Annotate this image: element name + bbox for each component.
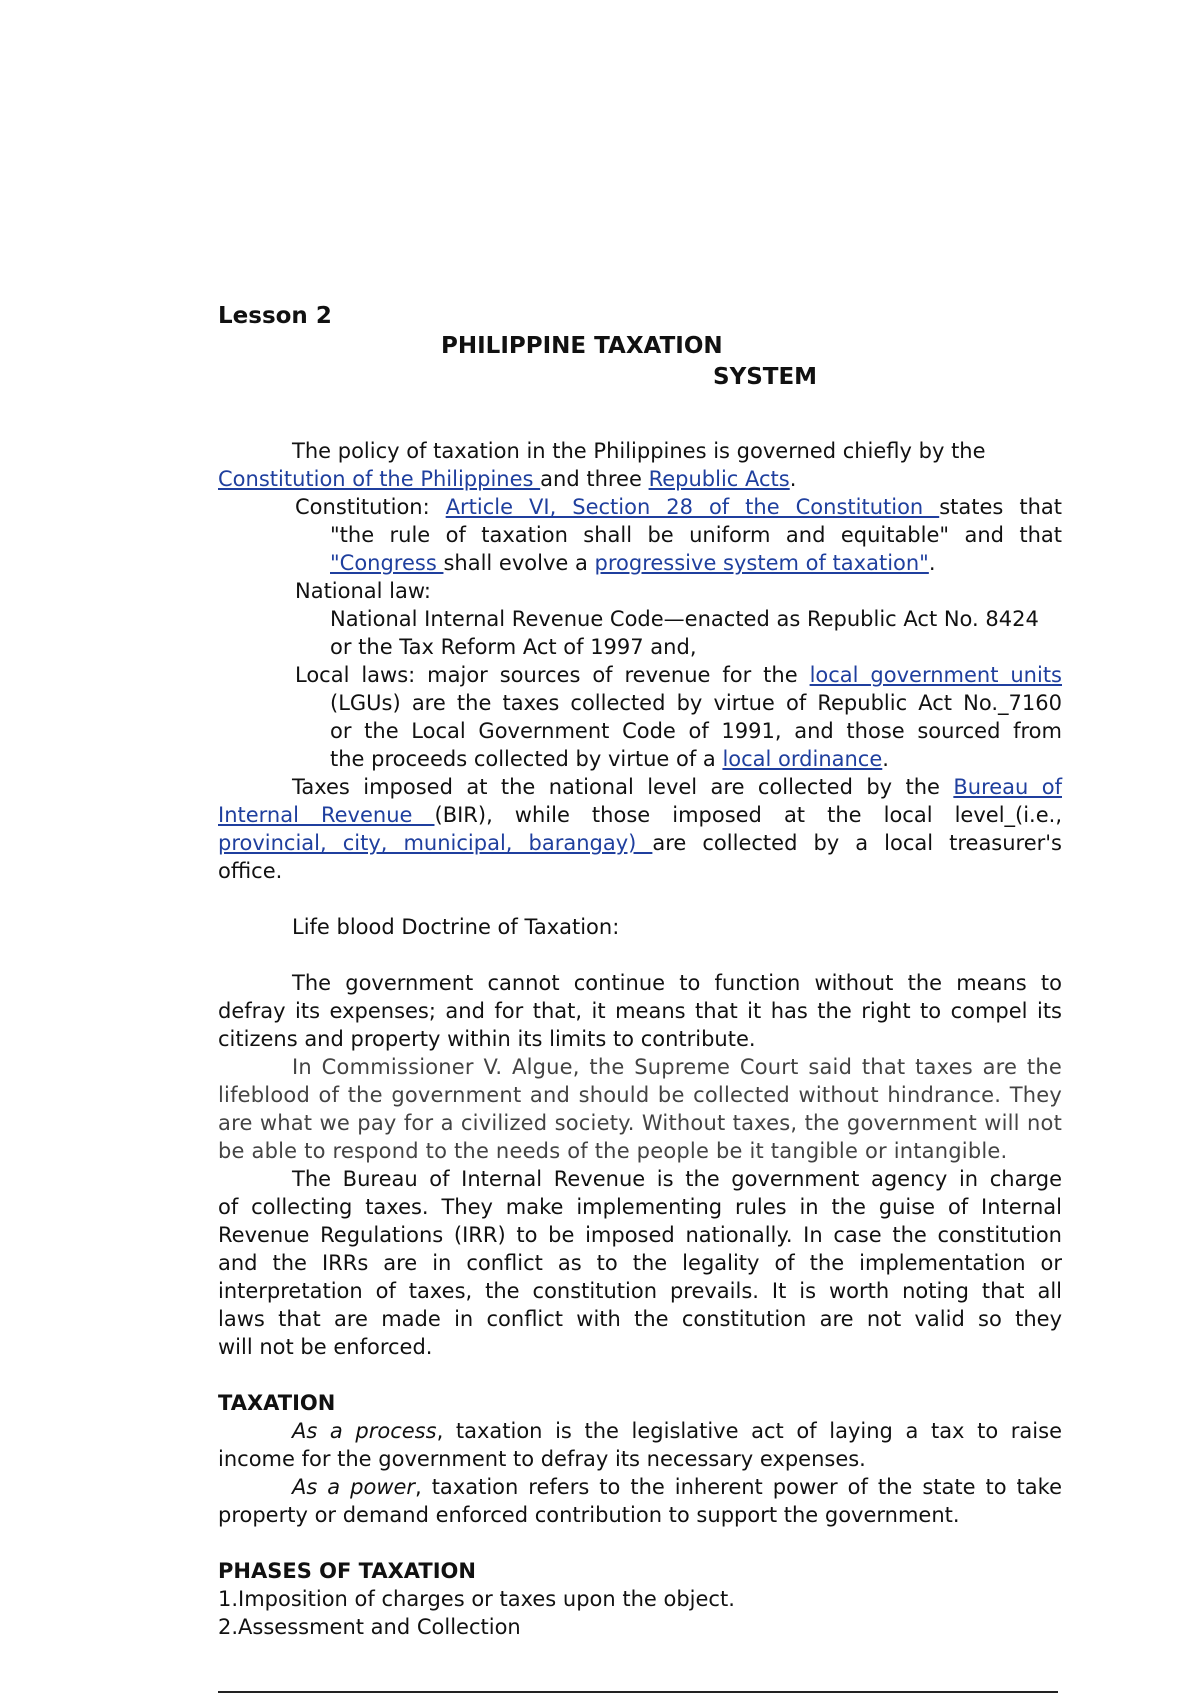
lifeblood-p2-line-3: are what we pay for a civilized society. Without taxes, the government will not [218,1111,1062,1135]
taxation-process-line-1: As a process, taxation is the legislative act of laying a tax to raise [292,1419,1062,1443]
title-line-2: SYSTEM [713,364,818,390]
lesson-label: Lesson 2 [218,303,332,329]
local-line-2: (LGUs) are the taxes collected by virtue of Republic Act No._7160 [330,691,1062,715]
lifeblood-p2-line-2: lifeblood of the government and should be collected without hindrance. They [218,1083,1062,1107]
lifeblood-p3-line-6: laws that are made in conflict with the constitution are not valid so they [218,1307,1062,1331]
constitution-line-2: "the rule of taxation shall be uniform and equitable" and that [330,523,1062,547]
lifeblood-p3-line-2: of collecting taxes. They make implementing rules in the guise of Internal [218,1195,1062,1219]
local-line-4: the proceeds collected by virtue of a local ordinance. [330,747,889,771]
link-internal-revenue[interactable]: Internal Revenue [218,803,435,827]
national-line-1: National Internal Revenue Code—enacted as Republic Act No. 8424 [330,607,1039,631]
lifeblood-p1-line-1: The government cannot continue to function without the means to [292,971,1062,995]
intro-line-2: Constitution of the Philippines and three Republic Acts. [218,467,797,491]
bir-line-2: Internal Revenue (BIR), while those imposed at the local level_(i.e., [218,803,1062,827]
link-local-ordinance[interactable]: local ordinance [722,747,883,771]
phases-heading: PHASES OF TAXATION [218,1559,476,1583]
national-law-label: National law: [295,579,431,603]
intro-line-1: The policy of taxation in the Philippines is governed chiefly by the [292,439,986,463]
constitution-line-1: Constitution: Article VI, Section 28 of the Constitution states that [295,495,1062,519]
link-provincial-city-municipal-barangay[interactable]: provincial, city, municipal, barangay) [218,831,653,855]
lifeblood-p3-line-1: The Bureau of Internal Revenue is the government agency in charge [292,1167,1062,1191]
taxation-process-line-2: income for the government to defray its necessary expenses. [218,1447,866,1471]
local-line-3: or the Local Government Code of 1991, and those sourced from [330,719,1062,743]
lifeblood-p3-line-4: and the IRRs are in conflict as to the legality of the implementation or [218,1251,1062,1275]
local-line-1: Local laws: major sources of revenue for the local government units [295,663,1062,687]
lifeblood-p1-line-2: defray its expenses; and for that, it means that it has the right to compel its [218,999,1062,1023]
bir-line-3: provincial, city, municipal, barangay) are collected by a local treasurer's [218,831,1062,855]
footer-rule [218,1691,1058,1693]
lifeblood-p3-line-5: interpretation of taxes, the constitution prevails. It is worth noting that all [218,1279,1062,1303]
lifeblood-p2-line-4: be able to respond to the needs of the people be it tangible or intangible. [218,1139,1008,1163]
lifeblood-p3-line-7: will not be enforced. [218,1335,433,1359]
bir-line-1: Taxes imposed at the national level are collected by the Bureau of [292,775,1062,799]
lifeblood-heading: Life blood Doctrine of Taxation: [292,915,620,939]
taxation-power-line-2: property or demand enforced contribution to support the government. [218,1503,960,1527]
constitution-line-3: "Congress shall evolve a progressive system of taxation". [330,551,936,575]
link-local-government-units[interactable]: local government units [809,663,1062,687]
link-article-vi-section-28[interactable]: Article VI, Section 28 of the Constitution [445,495,940,519]
phases-item-2: 2.Assessment and Collection [218,1615,521,1639]
link-progressive-system-of-taxation[interactable]: progressive system of taxation" [594,551,929,575]
national-line-2: or the Tax Reform Act of 1997 and, [330,635,697,659]
phases-item-1: 1.Imposition of charges or taxes upon the object. [218,1587,735,1611]
lifeblood-p1-line-3: citizens and property within its limits to contribute. [218,1027,756,1051]
link-republic-acts[interactable]: Republic Acts [648,467,790,491]
link-bureau-of[interactable]: Bureau of [953,775,1062,799]
taxation-heading: TAXATION [218,1391,336,1415]
bir-line-4: office. [218,859,283,883]
link-constitution-of-the-philippines[interactable]: Constitution of the Philippines [218,467,541,491]
title-line-1: PHILIPPINE TAXATION [441,333,723,359]
link-congress[interactable]: "Congress [330,551,444,575]
lifeblood-p3-line-3: Revenue Regulations (IRR) to be imposed nationally. In case the constitution [218,1223,1062,1247]
taxation-power-line-1: As a power, taxation refers to the inherent power of the state to take [292,1475,1062,1499]
lifeblood-p2-line-1: In Commissioner V. Algue, the Supreme Court said that taxes are the [292,1055,1062,1079]
